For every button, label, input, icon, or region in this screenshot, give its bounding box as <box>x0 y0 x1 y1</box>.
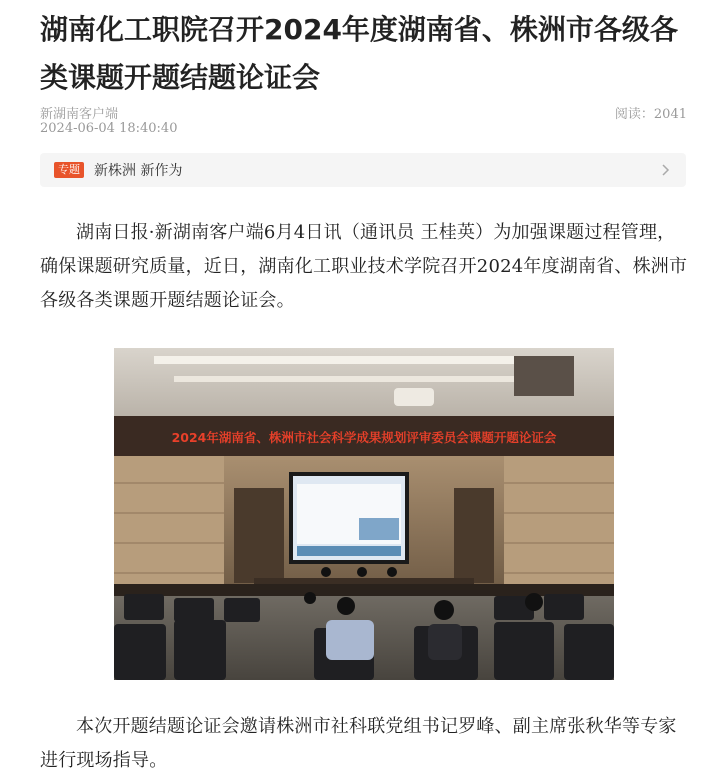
article-title: 湖南化工职院召开2024年度湖南省、株洲市各级各类课题开题结题论证会 <box>40 13 678 94</box>
meeting-photo <box>114 348 614 680</box>
article-timestamp: 2024-06-04 18:40:40 <box>40 121 178 136</box>
article-paragraph: 湖南日报·新湖南客户端6月4日讯（通讯员 王桂英）为加强课题过程管理，确保课题研究质量，近日，湖南化工职业技术学院召开2024年度湖南省、株洲市各级各类课题开题结题论证会。 <box>40 222 688 311</box>
read-count: 阅读：2041 <box>614 107 687 122</box>
meeting-banner-text: 2024年湖南省、株洲市社会科学成果规划评审委员会课题开题论证会 <box>171 430 557 445</box>
topic-label[interactable]: 新株洲 新作为 <box>94 163 183 179</box>
topic-badge: 专题 <box>54 162 84 178</box>
chevron-right-icon[interactable] <box>660 161 672 179</box>
meeting-photo-illustration <box>114 348 614 680</box>
article-source[interactable]: 新湖南客户端 <box>40 107 119 122</box>
article-paragraph: 本次开题结题论证会邀请株洲市社科联党组书记罗峰、副主席张秋华等专家进行现场指导。 <box>40 716 677 771</box>
topic-bar[interactable] <box>40 153 686 187</box>
